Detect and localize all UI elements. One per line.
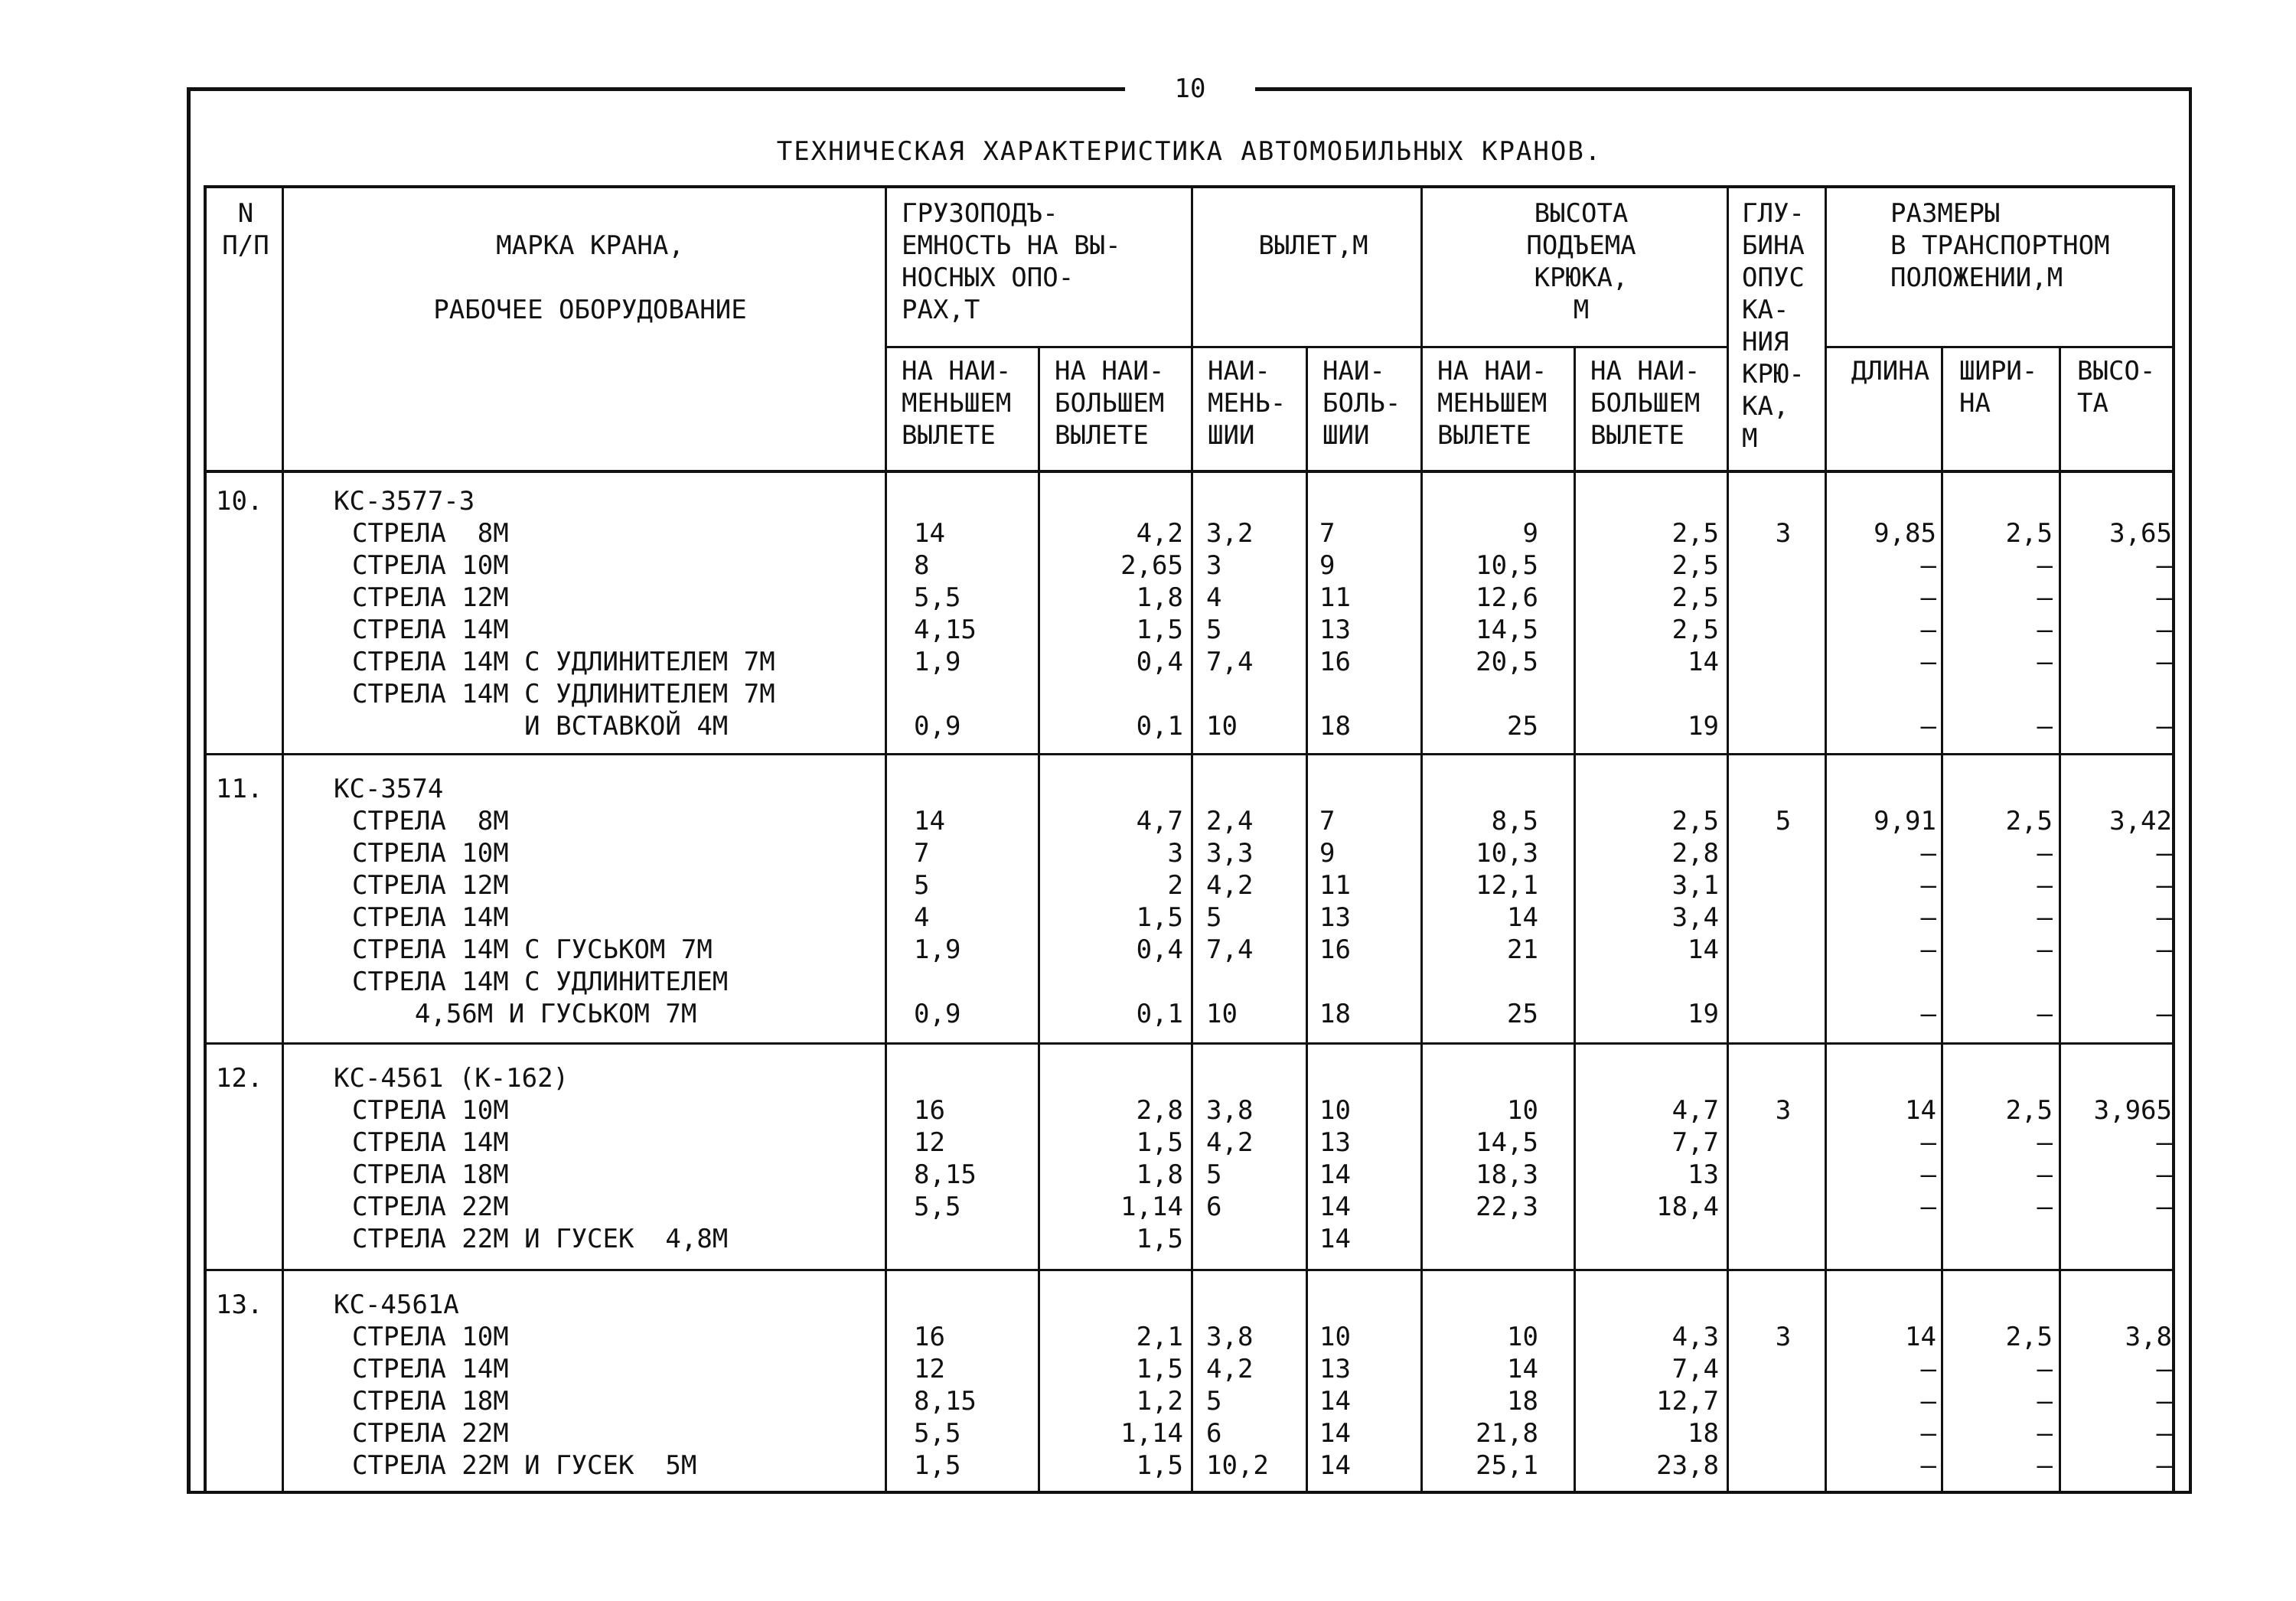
cell-width: – bbox=[2037, 934, 2053, 965]
cell-width: – bbox=[2037, 1192, 2053, 1222]
equipment-label: СТРЕЛА 8М bbox=[352, 518, 509, 549]
cell-height: – bbox=[2156, 999, 2172, 1029]
cell-length: – bbox=[1920, 838, 1936, 869]
cell-reach-max: 14 bbox=[1319, 1386, 1351, 1417]
cell-reach-max: 14 bbox=[1319, 1192, 1351, 1222]
cell-depth: 5 bbox=[1775, 806, 1792, 836]
cell-h-min: 21 bbox=[1507, 934, 1538, 965]
header-width: ШИРИ- НА bbox=[1959, 356, 2038, 419]
cell-h-min: 10,5 bbox=[1476, 550, 1538, 581]
cell-length: – bbox=[1920, 550, 1936, 581]
cell-h-max: 3,1 bbox=[1671, 870, 1719, 901]
cell-length: – bbox=[1920, 1159, 1936, 1190]
cell-reach-min: 6 bbox=[1206, 1418, 1222, 1449]
col-rule-reach-split bbox=[1306, 346, 1308, 1492]
cell-h-max: 2,5 bbox=[1671, 806, 1719, 836]
cell-h-min: 12,1 bbox=[1476, 870, 1538, 901]
cell-cap-max: 1,5 bbox=[1136, 615, 1183, 645]
cell-cap-max: 1,5 bbox=[1136, 1354, 1183, 1384]
cell-reach-max: 13 bbox=[1319, 615, 1351, 645]
cell-h-min: 8,5 bbox=[1491, 806, 1538, 836]
page-number: 10 bbox=[1174, 73, 1206, 104]
header-sub-rule bbox=[885, 346, 1727, 348]
cell-height: – bbox=[2156, 934, 2172, 965]
cell-depth: 3 bbox=[1775, 518, 1792, 549]
cell-reach-max: 13 bbox=[1319, 1127, 1351, 1158]
cell-reach-min: 10 bbox=[1206, 999, 1238, 1029]
crane-model: КС-3577-3 bbox=[334, 486, 475, 517]
cell-h-min: 20,5 bbox=[1476, 647, 1538, 677]
header-brand-1: МАРКА КРАНА, bbox=[496, 230, 684, 261]
cell-h-max: 4,3 bbox=[1671, 1322, 1719, 1352]
cell-reach-max: 11 bbox=[1319, 582, 1351, 613]
cell-h-max: 4,7 bbox=[1671, 1095, 1719, 1126]
equipment-label: И ВСТАВКОЙ 4М bbox=[352, 711, 729, 742]
cell-width: – bbox=[2037, 999, 2053, 1029]
cell-h-max: 14 bbox=[1688, 647, 1719, 677]
cell-reach-max: 7 bbox=[1319, 806, 1336, 836]
cell-length: – bbox=[1920, 902, 1936, 933]
cell-width: – bbox=[2037, 1418, 2053, 1449]
cell-cap-max: 0,4 bbox=[1136, 647, 1183, 677]
col-rule-cap-split bbox=[1038, 346, 1040, 1492]
cell-h-min: 25,1 bbox=[1476, 1450, 1538, 1481]
cell-cap-max: 3 bbox=[1167, 838, 1183, 869]
cell-h-max: 18,4 bbox=[1656, 1192, 1719, 1222]
equipment-label: СТРЕЛА 18М bbox=[352, 1159, 509, 1190]
cell-cap-max: 1,14 bbox=[1120, 1192, 1183, 1222]
cell-reach-max: 10 bbox=[1319, 1095, 1351, 1126]
cell-length: – bbox=[1920, 870, 1936, 901]
cell-height: – bbox=[2156, 1354, 2172, 1384]
equipment-label: СТРЕЛА 14М bbox=[352, 1354, 509, 1384]
equipment-label: СТРЕЛА 22М И ГУСЕК 4,8М bbox=[352, 1224, 729, 1254]
header-depth: ГЛУ- БИНА ОПУС КА- НИЯ КРЮ- КА, М bbox=[1742, 198, 1805, 454]
cell-width: 2,5 bbox=[2005, 806, 2053, 836]
cell-depth: 3 bbox=[1775, 1322, 1792, 1352]
cell-reach-min: 10 bbox=[1206, 711, 1238, 742]
cell-cap-min: 1,9 bbox=[914, 647, 961, 677]
cell-cap-min: 12 bbox=[914, 1127, 945, 1158]
equipment-label: СТРЕЛА 18М bbox=[352, 1386, 509, 1417]
equipment-label: СТРЕЛА 14М С УДЛИНИТЕЛЕМ bbox=[352, 967, 729, 997]
header-cap-min: НА НАИ- МЕНЬШЕМ ВЫЛЕТЕ bbox=[902, 356, 1012, 451]
crane-model: КС-4561 (К-162) bbox=[334, 1063, 569, 1094]
cell-reach-max: 18 bbox=[1319, 711, 1351, 742]
header-capacity: ГРУЗОПОДЪ- ЕМНОСТЬ НА ВЫ- НОСНЫХ ОПО- РАХ,Т bbox=[902, 198, 1121, 325]
cell-reach-max: 10 bbox=[1319, 1322, 1351, 1352]
group-rule bbox=[204, 1269, 2175, 1271]
cell-reach-max: 11 bbox=[1319, 870, 1351, 901]
cell-h-min: 25 bbox=[1507, 711, 1538, 742]
cell-reach-max: 16 bbox=[1319, 934, 1351, 965]
cell-cap-max: 4,7 bbox=[1136, 806, 1183, 836]
cell-reach-min: 4,2 bbox=[1206, 1127, 1254, 1158]
col-rule-num bbox=[282, 187, 284, 1492]
cell-width: 2,5 bbox=[2005, 1095, 2053, 1126]
cell-h-min: 21,8 bbox=[1476, 1418, 1538, 1449]
cell-reach-max: 13 bbox=[1319, 902, 1351, 933]
cell-h-min: 10,3 bbox=[1476, 838, 1538, 869]
equipment-label: СТРЕЛА 10М bbox=[352, 838, 509, 869]
equipment-label: СТРЕЛА 14М С ГУСЬКОМ 7М bbox=[352, 934, 713, 965]
cell-length: – bbox=[1920, 1127, 1936, 1158]
cell-h-min: 12,6 bbox=[1476, 582, 1538, 613]
cell-cap-min: 8,15 bbox=[914, 1386, 977, 1417]
cell-height: – bbox=[2156, 647, 2172, 677]
cell-reach-max: 14 bbox=[1319, 1450, 1351, 1481]
cell-reach-min: 6 bbox=[1206, 1192, 1222, 1222]
cell-width: – bbox=[2037, 902, 2053, 933]
cell-reach-max: 18 bbox=[1319, 999, 1351, 1029]
cell-width: – bbox=[2037, 582, 2053, 613]
cell-height: – bbox=[2156, 1418, 2172, 1449]
cell-height: – bbox=[2156, 1192, 2172, 1222]
cell-width: – bbox=[2037, 1450, 2053, 1481]
equipment-label: СТРЕЛА 12М bbox=[352, 582, 509, 613]
cell-depth: 3 bbox=[1775, 1095, 1792, 1126]
equipment-label: СТРЕЛА 10М bbox=[352, 1095, 509, 1126]
cell-h-min: 25 bbox=[1507, 999, 1538, 1029]
header-reach-min: НАИ- МЕНЬ- ШИИ bbox=[1208, 356, 1287, 451]
cell-h-min: 22,3 bbox=[1476, 1192, 1538, 1222]
cell-h-min: 14 bbox=[1507, 1354, 1538, 1384]
cell-height: – bbox=[2156, 582, 2172, 613]
cell-cap-min: 8 bbox=[914, 550, 930, 581]
cell-cap-min: 14 bbox=[914, 806, 945, 836]
cell-length: – bbox=[1920, 1354, 1936, 1384]
cell-cap-max: 2,1 bbox=[1136, 1322, 1183, 1352]
cell-reach-max: 16 bbox=[1319, 647, 1351, 677]
header-reach: ВЫЛЕТ,М bbox=[1258, 230, 1368, 261]
cell-width: – bbox=[2037, 1159, 2053, 1190]
cell-h-min: 10 bbox=[1507, 1322, 1538, 1352]
cell-height: 3,965 bbox=[2093, 1095, 2172, 1126]
cell-reach-min: 3,2 bbox=[1206, 518, 1254, 549]
cell-cap-max: 1,5 bbox=[1136, 1127, 1183, 1158]
header-bottom-rule bbox=[204, 470, 2175, 473]
cell-cap-max: 0,1 bbox=[1136, 711, 1183, 742]
cell-h-max: 2,8 bbox=[1671, 838, 1719, 869]
equipment-label: СТРЕЛА 12М bbox=[352, 870, 509, 901]
header-height: ВЫСОТА ПОДЪЕМА КРЮКА, М bbox=[1526, 198, 1636, 325]
cell-reach-min: 2,4 bbox=[1206, 806, 1254, 836]
cell-cap-min: 4,15 bbox=[914, 615, 977, 645]
cell-reach-min: 3,8 bbox=[1206, 1095, 1254, 1126]
cell-h-min: 14,5 bbox=[1476, 1127, 1538, 1158]
cell-cap-max: 1,14 bbox=[1120, 1418, 1183, 1449]
cell-height: 3,8 bbox=[2125, 1322, 2172, 1352]
row-number: 13. bbox=[216, 1290, 263, 1320]
cell-h-min: 14 bbox=[1507, 902, 1538, 933]
cell-reach-min: 3 bbox=[1206, 550, 1222, 581]
col-rule-height-split bbox=[1574, 346, 1576, 1492]
cell-cap-min: 7 bbox=[914, 838, 930, 869]
cell-cap-max: 4,2 bbox=[1136, 518, 1183, 549]
cell-cap-min: 1,5 bbox=[914, 1450, 961, 1481]
cell-height: – bbox=[2156, 1159, 2172, 1190]
cell-length: – bbox=[1920, 711, 1936, 742]
cell-cap-min: 12 bbox=[914, 1354, 945, 1384]
cell-h-max: 13 bbox=[1688, 1159, 1719, 1190]
cell-cap-max: 1,5 bbox=[1136, 1224, 1183, 1254]
equipment-label: СТРЕЛА 22М И ГУСЕК 5М bbox=[352, 1450, 697, 1481]
cell-cap-max: 1,5 bbox=[1136, 1450, 1183, 1481]
cell-reach-min: 4,2 bbox=[1206, 870, 1254, 901]
cell-cap-min: 16 bbox=[914, 1095, 945, 1126]
cell-height: 3,42 bbox=[2109, 806, 2172, 836]
cell-width: – bbox=[2037, 1127, 2053, 1158]
cell-reach-max: 14 bbox=[1319, 1159, 1351, 1190]
header-h-min: НА НАИ- МЕНЬШЕМ ВЫЛЕТЕ bbox=[1437, 356, 1548, 451]
cell-length: – bbox=[1920, 1386, 1936, 1417]
cell-width: – bbox=[2037, 870, 2053, 901]
cell-h-max: 2,5 bbox=[1671, 615, 1719, 645]
row-number: 10. bbox=[216, 486, 263, 517]
cell-cap-min: 0,9 bbox=[914, 999, 961, 1029]
cell-h-max: 12,7 bbox=[1656, 1386, 1719, 1417]
cell-cap-max: 1,8 bbox=[1136, 582, 1183, 613]
cell-cap-min: 0,9 bbox=[914, 711, 961, 742]
row-number: 12. bbox=[216, 1063, 263, 1094]
cell-reach-max: 13 bbox=[1319, 1354, 1351, 1384]
cell-length: 14 bbox=[1905, 1095, 1936, 1126]
cell-reach-min: 4,2 bbox=[1206, 1354, 1254, 1384]
cell-cap-min: 1,9 bbox=[914, 934, 961, 965]
cell-height: – bbox=[2156, 1386, 2172, 1417]
cell-cap-max: 2,8 bbox=[1136, 1095, 1183, 1126]
cell-h-max: 23,8 bbox=[1656, 1450, 1719, 1481]
cell-h-max: 7,4 bbox=[1671, 1354, 1719, 1384]
cell-cap-max: 2,65 bbox=[1120, 550, 1183, 581]
cell-h-min: 10 bbox=[1507, 1095, 1538, 1126]
group-rule bbox=[204, 753, 2175, 755]
cell-length: – bbox=[1920, 999, 1936, 1029]
cell-h-max: 7,7 bbox=[1671, 1127, 1719, 1158]
cell-reach-min: 7,4 bbox=[1206, 647, 1254, 677]
cell-cap-max: 2 bbox=[1167, 870, 1183, 901]
cell-reach-max: 7 bbox=[1319, 518, 1336, 549]
cell-width: – bbox=[2037, 550, 2053, 581]
cell-h-min: 9 bbox=[1522, 518, 1538, 549]
header-dims: РАЗМЕРЫ В ТРАНСПОРТНОМ ПОЛОЖЕНИИ,М bbox=[1890, 198, 2110, 293]
equipment-label: СТРЕЛА 10М bbox=[352, 1322, 509, 1352]
cell-height: – bbox=[2156, 1127, 2172, 1158]
header-h-max: НА НАИ- БОЛЬШЕМ ВЫЛЕТЕ bbox=[1590, 356, 1701, 451]
cell-length: 9,85 bbox=[1874, 518, 1936, 549]
row-number: 11. bbox=[216, 774, 263, 804]
cell-height: – bbox=[2156, 870, 2172, 901]
equipment-label: СТРЕЛА 14М bbox=[352, 615, 509, 645]
cell-cap-min: 5,5 bbox=[914, 1418, 961, 1449]
cell-width: 2,5 bbox=[2005, 1322, 2053, 1352]
cell-length: – bbox=[1920, 615, 1936, 645]
cell-h-max: 19 bbox=[1688, 999, 1719, 1029]
cell-length: – bbox=[1920, 1450, 1936, 1481]
header-sub-rule-dims bbox=[1825, 346, 2175, 348]
cell-height: – bbox=[2156, 711, 2172, 742]
group-rule bbox=[204, 1042, 2175, 1045]
cell-cap-max: 0,4 bbox=[1136, 934, 1183, 965]
crane-model: КС-3574 bbox=[334, 774, 444, 804]
cell-width: – bbox=[2037, 1386, 2053, 1417]
table-title: ТЕХНИЧЕСКАЯ ХАРАКТЕРИСТИКА АВТОМОБИЛЬНЫХ КРАНОВ. bbox=[776, 136, 1603, 167]
cell-cap-max: 1,2 bbox=[1136, 1386, 1183, 1417]
cell-length: – bbox=[1920, 582, 1936, 613]
cell-reach-min: 10,2 bbox=[1206, 1450, 1269, 1481]
cell-length: 14 bbox=[1905, 1322, 1936, 1352]
equipment-label: СТРЕЛА 22М bbox=[352, 1192, 509, 1222]
cell-width: – bbox=[2037, 615, 2053, 645]
cell-width: 2,5 bbox=[2005, 518, 2053, 549]
cell-reach-min: 5 bbox=[1206, 615, 1222, 645]
cell-width: – bbox=[2037, 711, 2053, 742]
cell-cap-min: 5,5 bbox=[914, 1192, 961, 1222]
cell-reach-max: 14 bbox=[1319, 1418, 1351, 1449]
equipment-label: СТРЕЛА 8М bbox=[352, 806, 509, 836]
cell-cap-max: 1,8 bbox=[1136, 1159, 1183, 1190]
cell-height: – bbox=[2156, 615, 2172, 645]
cell-h-max: 3,4 bbox=[1671, 902, 1719, 933]
header-tall: ВЫСО- ТА bbox=[2077, 356, 2156, 419]
header-brand-2: РАБОЧЕЕ ОБОРУДОВАНИЕ bbox=[433, 295, 747, 325]
cell-h-min: 18 bbox=[1507, 1386, 1538, 1417]
cell-cap-min: 5,5 bbox=[914, 582, 961, 613]
cell-height: – bbox=[2156, 838, 2172, 869]
equipment-label: СТРЕЛА 10М bbox=[352, 550, 509, 581]
cell-length: – bbox=[1920, 1418, 1936, 1449]
header-cap-max: НА НАИ- БОЛЬШЕМ ВЫЛЕТЕ bbox=[1055, 356, 1165, 451]
cell-reach-min: 3,3 bbox=[1206, 838, 1254, 869]
cell-length: – bbox=[1920, 934, 1936, 965]
header-num: N П/П bbox=[222, 198, 269, 261]
cell-reach-max: 14 bbox=[1319, 1224, 1351, 1254]
header-reach-max: НАИ- БОЛЬ- ШИИ bbox=[1322, 356, 1401, 451]
cell-h-max: 14 bbox=[1688, 934, 1719, 965]
equipment-label: СТРЕЛА 14М bbox=[352, 902, 509, 933]
equipment-label: СТРЕЛА 22М bbox=[352, 1418, 509, 1449]
cell-cap-min: 14 bbox=[914, 518, 945, 549]
cell-width: – bbox=[2037, 647, 2053, 677]
cell-length: 9,91 bbox=[1874, 806, 1936, 836]
cell-h-min: 18,3 bbox=[1476, 1159, 1538, 1190]
col-rule-dims-split-1 bbox=[1941, 346, 1943, 1492]
cell-reach-min: 5 bbox=[1206, 1159, 1222, 1190]
cell-reach-min: 5 bbox=[1206, 1386, 1222, 1417]
cell-cap-max: 1,5 bbox=[1136, 902, 1183, 933]
cell-length: – bbox=[1920, 1192, 1936, 1222]
cell-h-max: 18 bbox=[1688, 1418, 1719, 1449]
equipment-label: СТРЕЛА 14М bbox=[352, 1127, 509, 1158]
cell-length: – bbox=[1920, 647, 1936, 677]
crane-model: КС-4561А bbox=[334, 1290, 459, 1320]
cell-cap-max: 0,1 bbox=[1136, 999, 1183, 1029]
equipment-label: СТРЕЛА 14М С УДЛИНИТЕЛЕМ 7М bbox=[352, 679, 775, 709]
cell-height: – bbox=[2156, 1450, 2172, 1481]
cell-reach-min: 7,4 bbox=[1206, 934, 1254, 965]
cell-h-max: 19 bbox=[1688, 711, 1719, 742]
header-length: ДЛИНА bbox=[1851, 356, 1930, 386]
cell-reach-max: 9 bbox=[1319, 838, 1336, 869]
cell-reach-max: 9 bbox=[1319, 550, 1336, 581]
col-rule-dims-split-2 bbox=[2059, 346, 2061, 1492]
cell-h-min: 14,5 bbox=[1476, 615, 1538, 645]
cell-h-max: 2,5 bbox=[1671, 582, 1719, 613]
cell-width: – bbox=[2037, 1354, 2053, 1384]
cell-height: 3,65 bbox=[2109, 518, 2172, 549]
cell-cap-min: 5 bbox=[914, 870, 930, 901]
cell-height: – bbox=[2156, 902, 2172, 933]
cell-cap-min: 8,15 bbox=[914, 1159, 977, 1190]
cell-reach-min: 5 bbox=[1206, 902, 1222, 933]
cell-width: – bbox=[2037, 838, 2053, 869]
cell-h-max: 2,5 bbox=[1671, 550, 1719, 581]
cell-reach-min: 4 bbox=[1206, 582, 1222, 613]
cell-reach-min: 3,8 bbox=[1206, 1322, 1254, 1352]
equipment-label: СТРЕЛА 14М С УДЛИНИТЕЛЕМ 7М bbox=[352, 647, 775, 677]
cell-h-max: 2,5 bbox=[1671, 518, 1719, 549]
cell-cap-min: 16 bbox=[914, 1322, 945, 1352]
cell-height: – bbox=[2156, 550, 2172, 581]
equipment-label: 4,56М И ГУСЬКОМ 7М bbox=[352, 999, 697, 1029]
cell-cap-min: 4 bbox=[914, 902, 930, 933]
